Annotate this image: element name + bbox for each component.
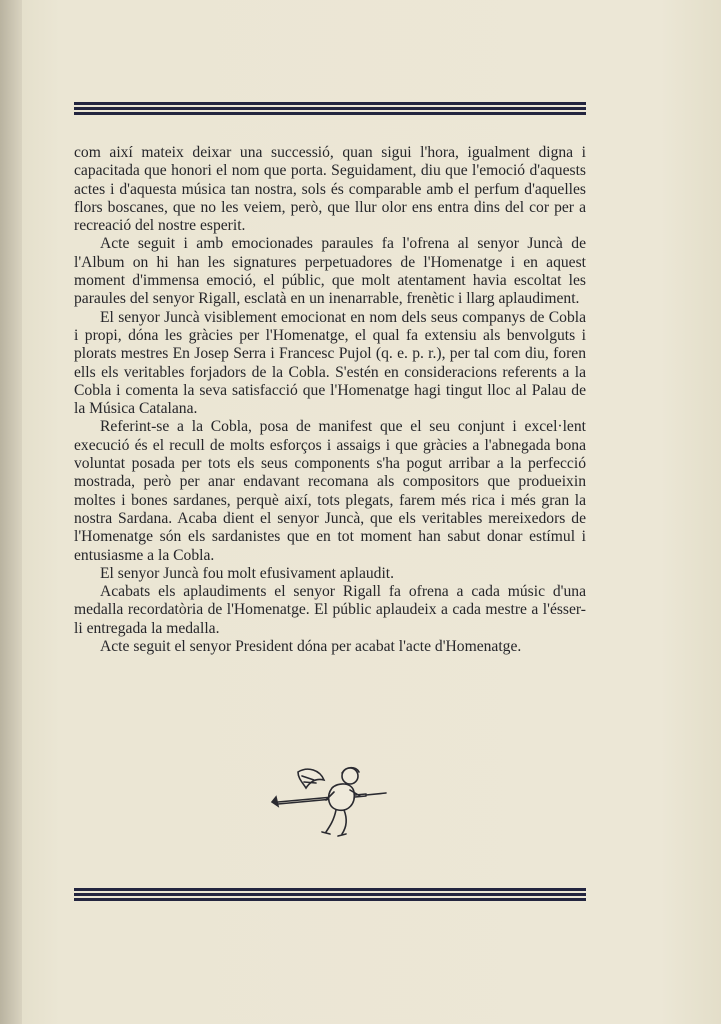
- paragraph-3: El senyor Juncà visiblement emocionat en nom dels seus companys de Cobla i propi, dóna les gràcies per l'Homenatge, el qual fa extensiu als benvolguts i plorats mestres En Josep Serra i Francesc Pujol (q. e. p. r.), per tal com diu, foren ells els veritables forjadors de la Cobla. S'estén en consideracions referents a la Cobla i comenta la seva satisfacció que l'Homenatge hagi tingut lloc al Palau de la Música Catalana.: [74, 308, 586, 418]
- top-double-rule: [74, 102, 586, 116]
- paragraph-2: Acte seguit i amb emocionades paraules fa l'ofrena al senyor Juncà de l'Album on hi han les signatures perpetuadores de l'Homenatge i en aquest moment d'immensa emoció, el públic, que molt atentament havia escoltat les paraules del senyor Rigall, esclatà en un inenarrable, frenètic i llarg aplaudiment.: [74, 235, 586, 308]
- paragraph-1: com així mateix deixar una successió, quan sigui l'hora, igualment digna i capacitada que honori el nom que porta. Seguidament, diu que l'emoció d'aquests actes i d'aquesta música tan nostra, sols és comparable amb el perfum d'aquelles flors boscanes, que no les veiem, però, que llur olor ens entra dins del cor per a recreació del nostre esperit.: [74, 144, 586, 235]
- cherub-with-tenora-icon: [268, 764, 398, 842]
- page-binding-shadow: [0, 0, 22, 1024]
- body-text: [74, 144, 586, 656]
- paragraph-7: Acte seguit el senyor President dóna per acabat l'acte d'Homenatge.: [100, 638, 522, 656]
- paragraph-6: Acabats els aplaudiments el senyor Rigall fa ofrena a cada músic d'una medalla recordatòria de l'Homenatge. El públic aplaudeix a cada mestre a l'ésser-li entregada la medalla.: [74, 583, 586, 637]
- bottom-double-rule: [74, 888, 586, 902]
- paragraph-4: Referint-se a la Cobla, posa de manifest que el seu conjunt i excel·lent execució és el recull de molts esforços i assaigs i que gràcies a l'abnegada bona voluntat posada per tots els seus components s'ha pogut arribar a la perfecció mostrada, però per anar endavant recomana als compositors que produeixin moltes i bones sardanes, perquè així, tots plegats, farem més rica i més gran la nostra Sardana. Acaba dient el senyor Juncà, que els veritables mereixedors de l'Homenatge són els sardanistes que en tot moment han sabut donar estímul i entusiasme a la Cobla.: [74, 418, 586, 564]
- paragraph-5: El senyor Juncà fou molt efusivament aplaudit.: [100, 564, 395, 582]
